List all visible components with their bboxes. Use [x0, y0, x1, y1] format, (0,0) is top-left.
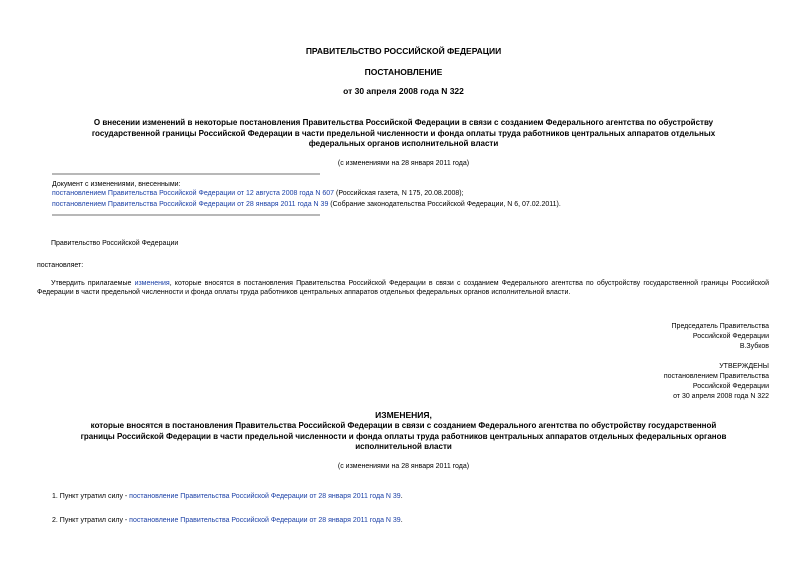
title-line: государственной границы Российской Федерации в части предельной численности и фонда оплаты труда работников центральных аппаратов отдельных	[91, 128, 716, 138]
amendments-bottom-rule	[52, 214, 320, 216]
signature-block	[672, 322, 769, 351]
approval-block	[664, 362, 769, 401]
changes-title-line: исполнительной власти	[355, 442, 452, 451]
changes-heading: ИЗМЕНЕНИЯ,	[375, 410, 432, 420]
paragraph-rest: , которые вносятся в постановления Правительства Российской Федерации в связи с созданием Федерального агентства по обустройству государственной границы Российской Федерации в части предельной численности и фонда оплаты труда работников центральных аппаратов отдельных федеральных органов исполнительной власти.	[37, 280, 769, 296]
government-name: ПРАВИТЕЛЬСТВО РОССИЙСКОЙ ФЕДЕРАЦИИ	[305, 46, 502, 56]
paragraph-prefix: Утвердить прилагаемые	[51, 280, 135, 287]
amendment-source: (Собрание законодательства Российской Федерации, N 6, 07.02.2011).	[328, 201, 561, 208]
title-line: федеральных органов исполнительной власти	[308, 139, 499, 148]
amendments-top-rule	[52, 173, 320, 175]
changes-title-line: границы Российской Федерации в части предельной численности и фонда оплаты труда работников центральных аппаратов отдельных федеральных органов	[80, 431, 727, 441]
issuer-text: Правительство Российской Федерации	[51, 240, 179, 247]
amendment-link[interactable]: постановлением Правительства Российской Федерации от 28 января 2011 года N 39	[52, 201, 329, 208]
document-title	[0, 118, 807, 150]
document-type: ПОСТАНОВЛЕНИЕ	[364, 67, 443, 77]
title-line: О внесении изменений в некоторые постановления Правительства Российской Федерации в связи с созданием Федерального агентства по обустройству	[93, 118, 714, 127]
signature-name: В.Зубков	[739, 343, 769, 350]
approval-line: Российской Федерации	[692, 383, 769, 390]
approval-line: от 30 апреля 2008 года N 322	[673, 393, 769, 400]
changes-item	[52, 492, 403, 501]
main-paragraph	[37, 279, 769, 297]
changes-item-link[interactable]: постановление Правительства Российской Федерации от 28 января 2011 года N 39	[129, 493, 401, 500]
changes-item-link[interactable]: постановление Правительства Российской Федерации от 28 января 2011 года N 39	[129, 517, 401, 524]
signature-country: Российской Федерации	[692, 333, 769, 340]
signature-position: Председатель Правительства	[671, 323, 769, 330]
changes-item	[52, 516, 403, 525]
changes-title-line: которые вносятся в постановления Правительства Российской Федерации в связи с созданием Федерального агентства по обустройству государственной	[90, 421, 717, 430]
changes-link[interactable]: изменения	[134, 280, 170, 287]
changes-item-prefix: 1. Пункт утратил силу -	[52, 493, 130, 500]
amendment-source: (Российская газета, N 175, 20.08.2008);	[334, 190, 464, 197]
approval-line: постановлением Правительства	[663, 373, 769, 380]
changes-title	[0, 421, 807, 453]
document-date-number: от 30 апреля 2008 года N 322	[343, 86, 464, 96]
title-revision-note: (с изменениями на 28 января 2011 года)	[337, 160, 470, 167]
changes-revision-note: (с изменениями на 28 января 2011 года)	[337, 463, 470, 470]
changes-item-suffix: .	[400, 517, 403, 524]
decides-text: постановляет:	[37, 262, 84, 269]
amendment-item	[52, 200, 561, 209]
changes-item-prefix: 2. Пункт утратил силу -	[52, 517, 130, 524]
approval-heading: УТВЕРЖДЕНЫ	[719, 363, 769, 370]
amendments-intro: Документ с изменениями, внесенными:	[52, 181, 181, 188]
amendment-item	[52, 189, 464, 198]
changes-item-suffix: .	[400, 493, 403, 500]
amendment-link[interactable]: постановлением Правительства Российской Федерации от 12 августа 2008 года N 607	[52, 190, 335, 197]
